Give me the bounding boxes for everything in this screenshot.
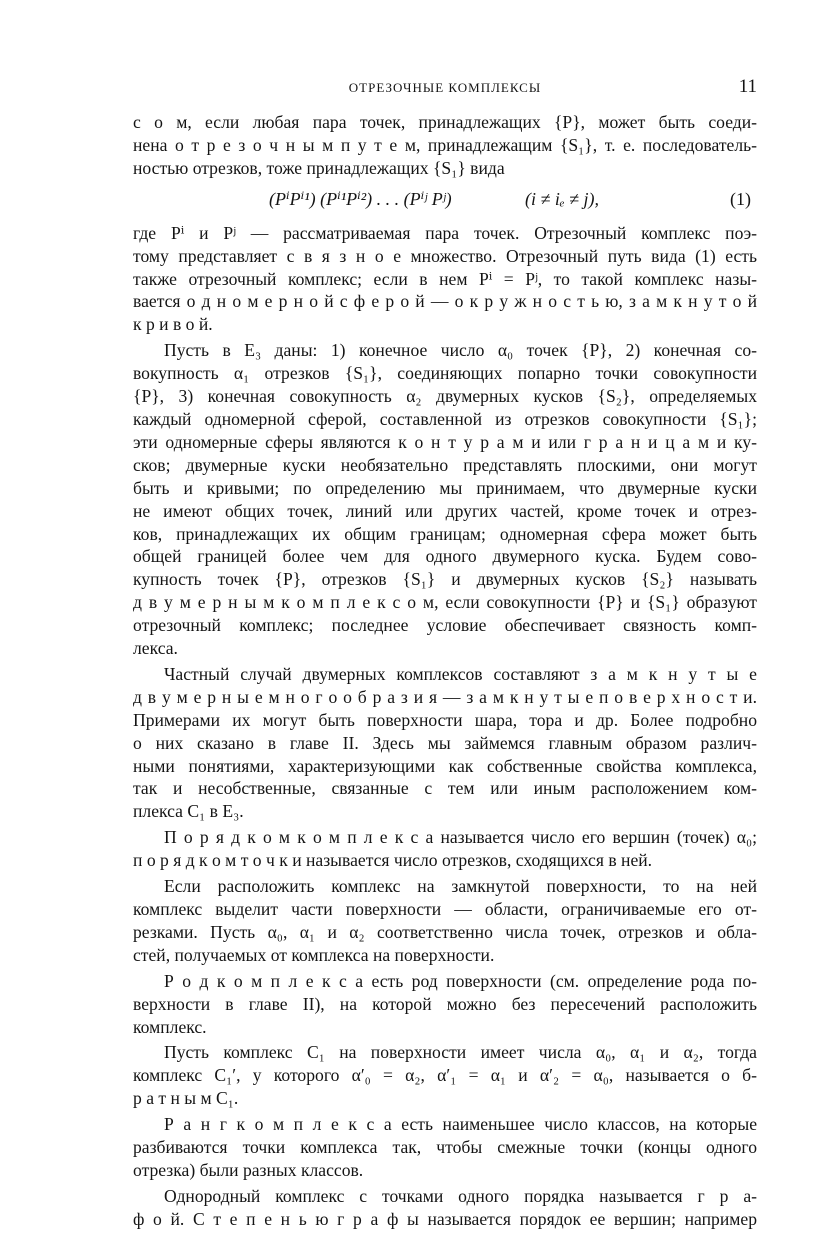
text-line: {P}, 3) конечная совокупность α₂ двумерных кусков {S₂}, определяемых [133,386,757,407]
formula-expression: (PⁱPⁱ¹) (Pⁱ¹Pⁱ²) . . . (Pⁱʲ Pʲ) [269,188,452,209]
text-line: Если расположить комплекс на замкнутой поверхности, то на ней [164,876,757,897]
page-number: 11 [738,76,757,97]
paragraph [133,1041,757,1110]
paragraph [133,222,757,337]
text-line: вокупность α₁ отрезков {S₁}, соединяющих попарно точки совокупности [133,363,757,384]
text-line: Р а н г к о м п л е к с а есть наименьшее число классов, на которые [164,1114,757,1135]
formula-number: (1) [730,188,751,209]
text-line: д в у м е р н ы е м н о г о о б р а з и я — з а м к н у т ы е п о в е р х н о с т и. [133,686,757,707]
text-line: резками. Пусть α₀, α₁ и α₂ соответственно числа точек, отрезков и обла- [133,921,757,942]
text-line: разбиваются точки комплекса так, чтобы смежные точки (концы одного [133,1137,757,1158]
text-line: сков; двумерные куски необязательно представлять плоскими, они могут [133,454,757,475]
text-line: купность точек {P}, отрезков {S₁} и двумерных кусков {S₂} называть [133,569,757,590]
text-line: быть и кривыми; по определению мы принимаем, что двумерные куски [133,477,757,498]
paragraph [133,826,757,872]
paragraph [133,875,757,967]
text-line: Частный случай двумерных комплексов составляют з а м к н у т ы е [164,663,757,684]
text-line: комплекс C₁′, у которого α′₀ = α₂, α′₁ = α₁ и α′₂ = α₀, называется о б- [133,1065,757,1086]
text-line: ф о й. С т е п е н ь ю г р а ф ы называется порядок ее вершин; например [133,1208,757,1229]
text-line: комплекс выделит части поверхности — области, ограничиваемые его от- [133,899,757,919]
formula-condition: (i ≠ iₑ ≠ j), [525,188,599,209]
text-line: Пусть в E₃ даны: 1) конечное число α₀ точек {P}, 2) конечная со- [164,340,757,361]
text-line: стей, получаемых от комплекса на поверхности. [133,944,495,965]
text-line: ков, принадлежащих их общим границам; одномерная сфера может быть [133,523,757,544]
paragraph [133,1113,757,1182]
text-line: к р и в о й. [133,314,213,335]
text-line: тому представляет с в я з н о е множество. Отрезочный путь вида (1) есть [133,245,757,266]
text-line: Однородный комплекс с точками одного порядка называется г р а- [164,1185,757,1206]
text-line: с о м, если любая пара точек, принадлежащих {P}, может быть соеди- [133,112,757,132]
running-title: ОТРЕЗОЧНЫЕ КОМПЛЕКСЫ [348,80,542,95]
paragraph [133,111,757,180]
text-line: нена о т р е з о ч н ы м п у т е м, принадлежащим {S₁}, т. е. последователь- [133,134,757,155]
text-line: лекса. [133,638,178,659]
body-text [133,111,757,1234]
page-header [133,76,757,100]
paragraph [133,663,757,823]
paragraph [133,339,757,660]
text-line: комплекс. [133,1016,207,1037]
text-line: Примерами их могут быть поверхности шара, тора и др. Более подробно [133,709,757,730]
text-line: ностью отрезков, тоже принадлежащих {S₁} вида [133,157,505,178]
text-line: отрезка) были разных классов. [133,1159,364,1180]
text-line: П о р я д к о м к о м п л е к с а называется число его вершин (точек) α₀; [164,827,757,848]
text-line: эти одномерные сферы являются к о н т у р а м и или г р а н и ц а м и ку- [133,431,757,452]
text-line: о них сказано в главе II. Здесь мы займемся главным образом различ- [133,732,757,753]
text-line: ными понятиями, характеризующими как собственные свойства комплекса, [133,755,757,776]
text-line: так и несобственные, связанные с тем или иным расположением ком- [133,778,757,799]
text-line: д в у м е р н ы м к о м п л е к с о м, если совокупности {P} и {S₁} образуют [133,592,757,613]
formula-1 [133,184,757,216]
text-line: р а т н ы м C₁. [133,1088,239,1109]
text-line: также отрезочный комплекс; если в нем Pⁱ = Pʲ, то такой комплекс назы- [133,268,757,289]
text-line: Р о д к о м п л е к с а есть род поверхности (см. определение рода по- [164,970,757,991]
paragraph [133,1185,757,1231]
text-line: вается о д н о м е р н о й с ф е р о й — о к р у ж н о с т ь ю, з а м к н у т о й [133,291,757,312]
paragraph [133,970,757,1039]
text-line: Пусть комплекс C₁ на поверхности имеет числа α₀, α₁ и α₂, тогда [164,1042,757,1063]
text-line: каждый одномерной сферой, составленной из отрезков совокупности {S₁}; [133,408,757,429]
text-line: не имеют общих точек, линий или других частей, кроме точек и отрез- [133,500,757,521]
text-line: отрезочный комплекс; последнее условие обеспечивает связность комп- [133,615,757,636]
text-line: общей границей более чем для одного двумерного куска. Будем сово- [133,546,757,567]
text-line: где Pⁱ и Pʲ — рассматриваемая пара точек. Отрезочный комплекс поэ- [133,222,757,243]
text-line: п о р я д к о м т о ч к и называется число отрезков, сходящихся в ней. [133,850,653,871]
text-line: плекса C₁ в E₃. [133,801,244,822]
text-line: верхности в главе II), на которой можно без пересечений расположить [133,993,757,1014]
